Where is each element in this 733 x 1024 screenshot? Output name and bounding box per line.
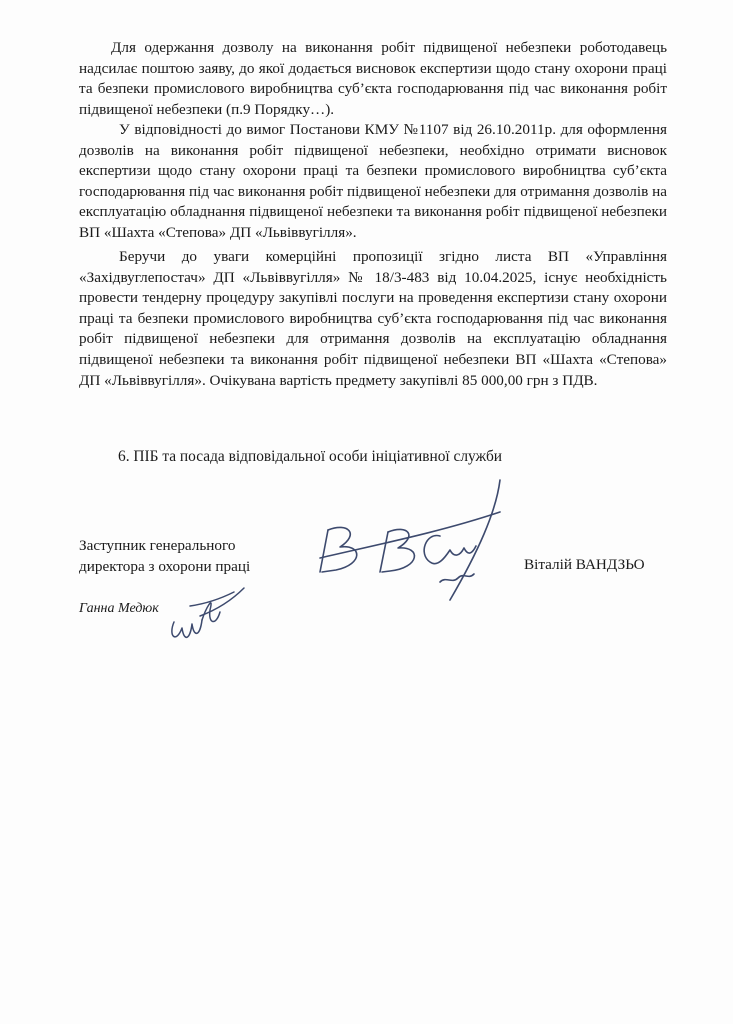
signatory-signature: [300, 472, 515, 617]
paragraph-regulation: У відповідності до вимог Постанови КМУ №1107 від 26.10.2011р. для оформлення дозволів на виконання робіт підвищеної небезпеки, необхідно отримати висновок експертизи щодо стану охорони праці та безпеки промислового виробництва суб’єкта господарювання під час виконання робіт підвищеної небезпеки для отримання дозволів на експлуатацію обладнання підвищеної небезпеки та виконання робіт підвищеної небезпеки ВП «Шахта «Степова» ДП «Львіввугілля».: [79, 121, 667, 241]
paragraph-commercial-offer: Беручи до уваги комерційні пропозиції згідно листа ВП «Управління «Західвуглепостач» ДП «Львіввугілля» № 18/3-483 від 10.04.2025, існує необхідність провести тендерну процедуру закупівлі послуги на проведення експертизи стану охорони праці та безпеки промислового виробництва суб’єкта господарювання під час виконання робіт підвищеної небезпеки для отримання дозволів на експлуатацію обладнання підвищеної небезпеки та виконання робіт підвищеної небезпеки ВП «Шахта «Степова» ДП «Львіввугілля». Очікувана вартість предмету закупівлі 85 000,00 грн з ПДВ.: [79, 248, 667, 389]
paragraph-permit-application: Для одержання дозволу на виконання робіт підвищеної небезпеки роботодавець надсилає поштою заяву, до якої додається висновок експертизи щодо стану охорони праці та безпеки промислового виробництва суб’єкта господарювання під час виконання робіт підвищеної небезпеки (п.9 Порядку…).: [79, 39, 667, 118]
executor-signature: [160, 580, 250, 655]
signatory-name: Віталій ВАНДЗЬО: [524, 556, 645, 573]
signatory-position-line-1: Заступник генерального: [79, 537, 236, 554]
executor-name: Ганна Медюк: [79, 601, 159, 616]
signatory-position: [79, 536, 250, 577]
section-6-heading: 6. ПІБ та посада відповідальної особи ініціативної служби: [118, 448, 503, 465]
signatory-position-line-2: директора з охорони праці: [79, 557, 251, 575]
